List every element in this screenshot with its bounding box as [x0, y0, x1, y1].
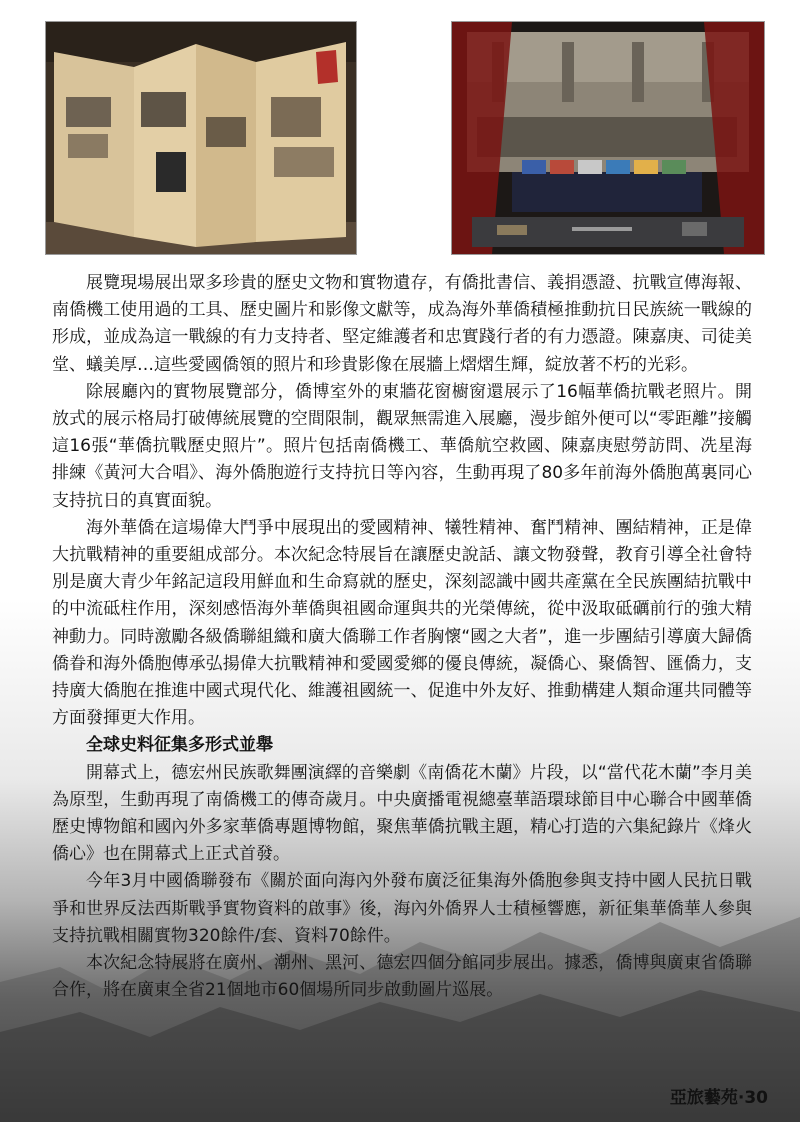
display-case-photo: [452, 22, 764, 254]
paragraph-spirit: 海外華僑在這場偉大鬥爭中展現出的愛國精神、犧牲精神、奮鬥精神、團結精神，正是偉大抗戰精神的重要組成部分。本次紀念特展旨在讓歷史說話、讓文物發聲，教育引導全社會特別是廣大青少年銘記這段用鮮血和生命寫就的歷史，深刻認識中國共產黨在全民族團結抗戰中的中流砥柱作用，深刻感悟海外華僑與祖國命運與共的光榮傳統，從中汲取砥礪前行的強大精神動力。同時激勵各級僑聯組織和廣大僑聯工作者胸懷“國之大者”，進一步團結引導廣大歸僑僑眷和海外僑胞傳承弘揚偉大抗戰精神和愛國愛鄉的優良傳統，凝僑心、聚僑智、匯僑力，支持廣大僑胞在推進中國式現代化、維護祖國統一、促進中外友好、推動構建人類命運共同體等方面發揮更大作用。: [52, 517, 752, 729]
paragraph-opening-ceremony: 開幕式上，德宏州民族歌舞團演繹的音樂劇《南僑花木蘭》片段，以“當代花木蘭”李月美為原型，生動再現了南僑機工的傳奇歲月。中央廣播電視總臺華語環球節目中心聯合中國華僑歷史博物館和國內外多家華僑專題博物館，聚焦華僑抗戰主題，精心打造的六集紀錄片《烽火僑心》也在開幕式上正式首發。: [52, 762, 752, 865]
section-heading: 全球史料征集多形式並舉: [86, 735, 273, 756]
page-number: 30: [744, 1088, 768, 1108]
magazine-name: 亞旅藝苑: [669, 1088, 738, 1108]
article-body: [52, 270, 752, 1004]
page-footer: [670, 1083, 768, 1108]
exhibition-panels-photo: [46, 22, 356, 254]
footer-separator: ·: [737, 1088, 745, 1108]
paragraph-exhibits: 展覽現場展出眾多珍貴的歷史文物和實物遺存，有僑批書信、義捐憑證、抗戰宣傳海報、南僑機工使用過的工具、歷史圖片和影像文獻等，成為海外華僑積極推動抗日民族統一戰線的形成，並成為這一戰線的有力支持者、堅定維護者和忠實踐行者的有力憑證。陳嘉庚、司徒美堂、蟻美厚…這些愛國僑領的照片和珍貴影像在展牆上熠熠生輝，綻放著不朽的光彩。: [52, 273, 752, 375]
paragraph-window-photos: 除展廳內的實物展覽部分，僑博室外的東牆花窗櫥窗還展示了16幅華僑抗戰老照片。開放式的展示格局打破傳統展覽的空間限制，觀眾無需進入展廳，漫步館外便可以“零距離”接觸這16張“華僑抗戰歷史照片”。照片包括南僑機工、華僑航空救國、陳嘉庚慰勞訪問、冼星海排練《黃河大合唱》、海外僑胞遊行支持抗日等內容，生動再現了80多年前海外僑胞萬裏同心支持抗日的真實面貌。: [52, 381, 752, 511]
paragraph-touring: 本次紀念特展將在廣州、潮州、黑河、德宏四個分館同步展出。據悉，僑博與廣東省僑聯合作，將在廣東全省21個地市60個場所同步啟動圖片巡展。: [52, 953, 752, 1001]
paragraph-collection: 今年3月中國僑聯發布《關於面向海內外發布廣泛征集海外僑胞參與支持中國人民抗日戰爭和世界反法西斯戰爭實物資料的啟事》後，海內外僑界人士積極響應，新征集華僑華人參與支持抗戰相關實物320餘件/套、資料70餘件。: [52, 871, 752, 946]
